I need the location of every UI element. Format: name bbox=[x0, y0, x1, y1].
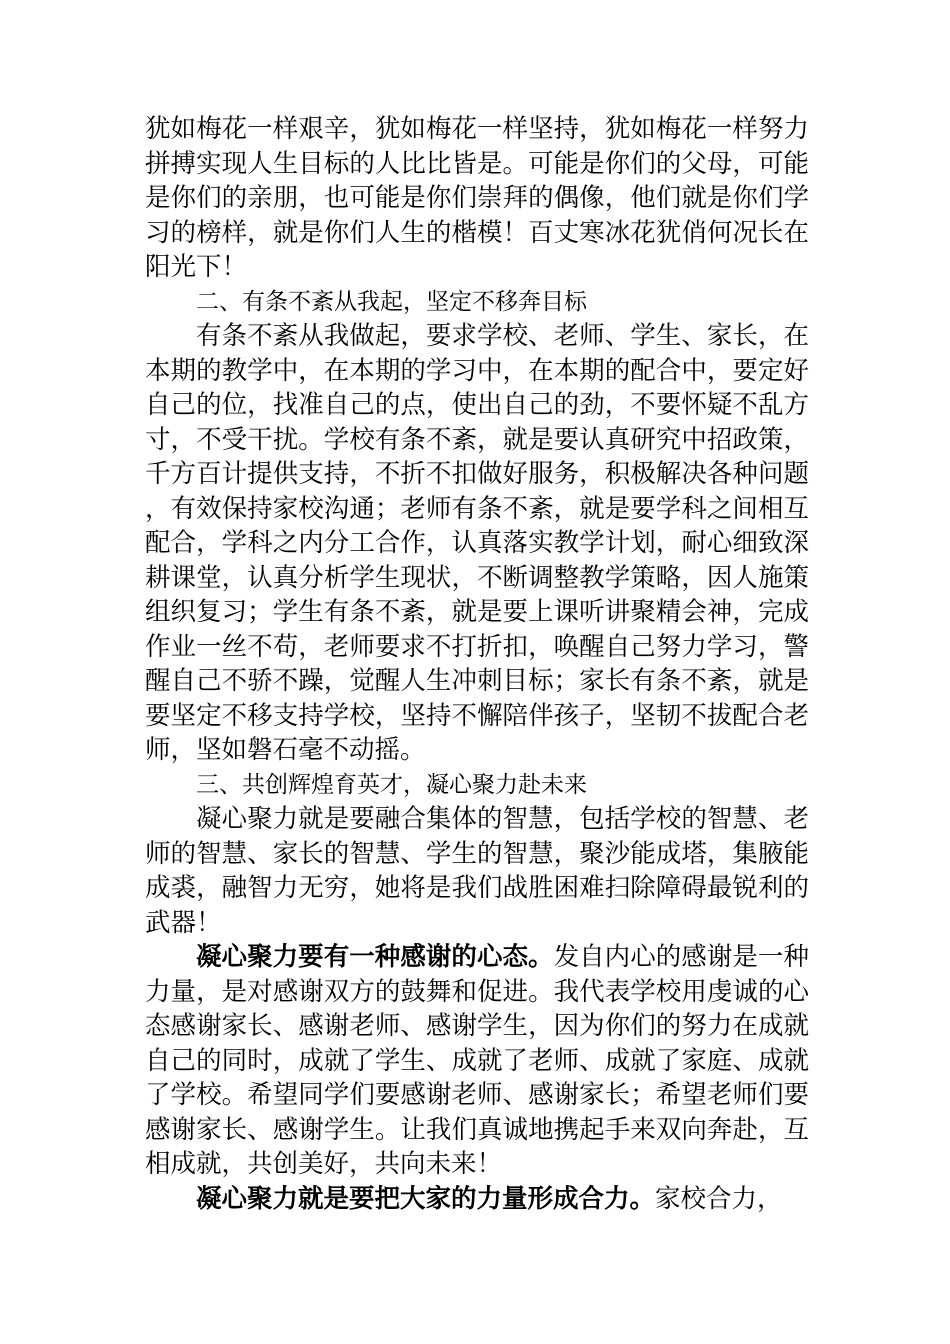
paragraph-joint-force-body: 家校合力， bbox=[655, 1183, 783, 1214]
paragraph-collective-wisdom: 凝心聚力就是要融合集体的智慧，包括学校的智慧、老师的智慧、家长的智慧、学生的智慧，聚沙能成塔，集腋能成裘，融智力无穷，她将是我们战胜困难扫除障碍最锐利的武器！ bbox=[145, 804, 809, 938]
bold-lead-gratitude: 凝心聚力要有一种感谢的心态。 bbox=[196, 942, 554, 972]
bold-lead-joint-force: 凝心聚力就是要把大家的力量形成合力。 bbox=[196, 1183, 656, 1214]
section-heading-three: 三、共创辉煌育英才，凝心聚力赴未来 bbox=[196, 771, 587, 798]
paragraph-joint-force bbox=[145, 1182, 809, 1217]
paragraph-gratitude-body: 发自内心的感谢是一种力量，是对感谢双方的鼓舞和促进。我代表学校用虔诚的心态感谢家长、感谢老师、感谢学生，因为你们的努力在成就自己的同时，成就了学生、成就了老师、成就了家庭、成就了学校。希望同学们要感谢老师、感谢家长；希望老师们要感谢家长、感谢学生。让我们真诚地携起手来双向奔赴，互相成就，共创美好，共向未来！ bbox=[145, 942, 809, 1179]
document-page bbox=[145, 112, 809, 1216]
paragraph-orderly: 有条不紊从我做起，要求学校、老师、学生、家长，在本期的教学中，在本期的学习中，在本期的配合中，要定好自己的位，找准自己的点，使出自己的劲，不要怀疑不乱方寸，不受干扰。学校有条不紊，就是要认真研究中招政策，千方百计提供支持，不折不扣做好服务，积极解决各种问题，有效保持家校沟通；老师有条不紊，就是要学科之间相互配合，学科之内分工合作，认真落实教学计划，耐心细致深耕课堂，认真分析学生现状，不断调整教学策略，因人施策组织复习；学生有条不紊，就是要上课听讲聚精会神，完成作业一丝不苟，老师要求不打折扣，唤醒自己努力学习，警醒自己不骄不躁，觉醒人生冲刺目标；家长有条不紊，就是要坚定不移支持学校，坚持不懈陪伴孩子，坚韧不拔配合老师，坚如磐石毫不动摇。 bbox=[145, 321, 809, 765]
paragraph-plum-blossom: 犹如梅花一样艰辛，犹如梅花一样坚持，犹如梅花一样努力拼搏实现人生目标的人比比皆是。可能是你们的父母，可能是你们的亲朋，也可能是你们崇拜的偶像，他们就是你们学习的榜样，就是你们人生的楷模！百丈寒冰花犹俏何况长在阳光下！ bbox=[145, 114, 809, 282]
section-heading-two: 二、有条不紊从我起，坚定不移奔目标 bbox=[196, 288, 587, 315]
paragraph-gratitude bbox=[145, 940, 809, 1182]
